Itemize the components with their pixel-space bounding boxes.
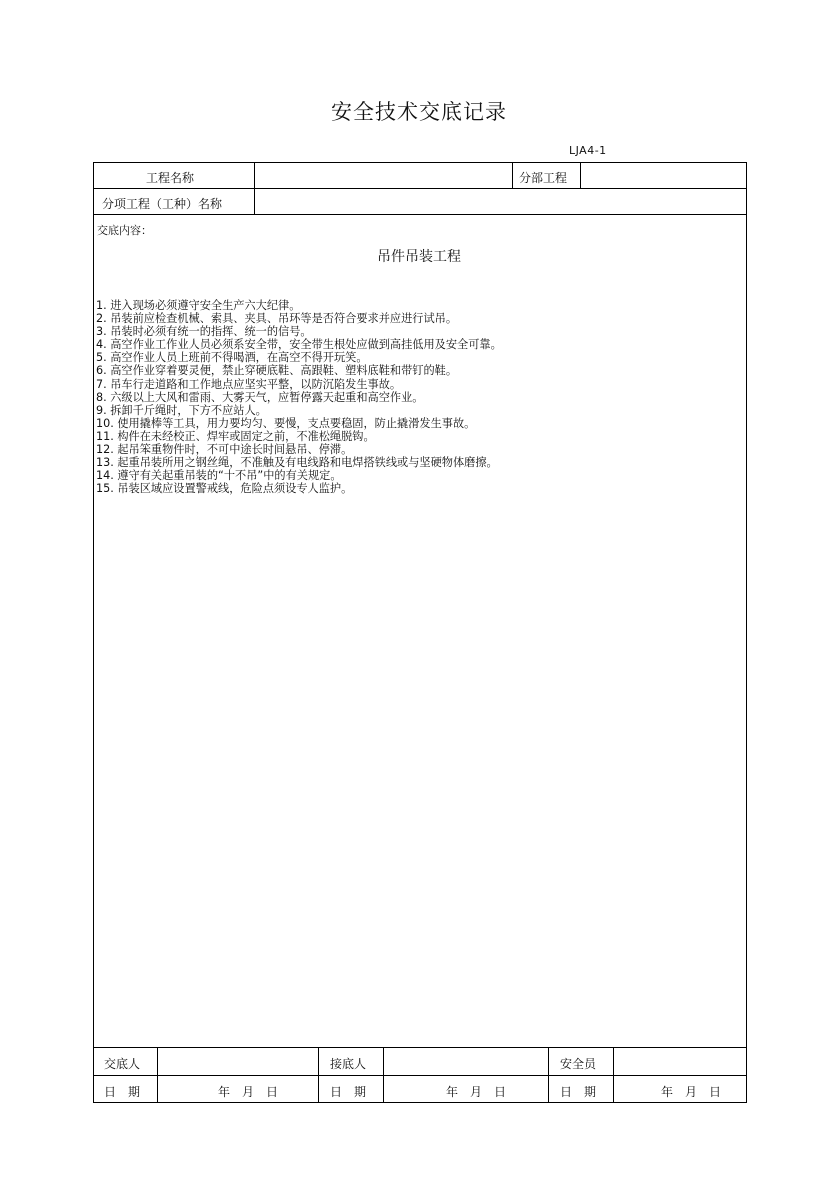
division-label: 分部工程 [519,171,568,185]
header-col-divider-1 [254,162,255,215]
form-code: LJA4-1 [569,144,607,157]
content-item: 6. 高空作业穿着要灵便，禁止穿硬底鞋、高跟鞋、塑料底鞋和带钉的鞋。 [96,364,458,378]
subitem-field[interactable] [260,195,740,209]
receiver-date-label: 日 期 [330,1085,367,1099]
safety-officer-date-label: 日 期 [560,1085,597,1099]
footer-col-divider-1 [157,1047,158,1103]
project-name-label: 工程名称 [146,171,195,185]
content-item: 15. 吊装区域应设置警戒线，危险点须设专人监护。 [96,482,353,496]
footer-col-divider-2 [318,1047,319,1103]
subitem-label: 分项工程（工种）名称 [102,197,223,211]
document-title: 安全技术交底记录 [331,100,507,124]
header-row-divider [93,188,747,189]
footer-top-divider [93,1047,747,1048]
content-item: 1. 进入现场必须遵守安全生产六大纪律。 [96,299,301,312]
content-item: 14. 遵守有关起重吊装的“十不吊”中的有关规定。 [96,469,342,483]
discloser-label: 交底人 [104,1057,141,1071]
header-col-divider-2 [512,162,513,188]
content-item: 10. 使用撬棒等工具，用力要均匀、要慢，支点要稳固，防止撬滑发生事故。 [96,416,476,430]
safety-officer-date-field[interactable]: 年 月 日 [661,1085,722,1099]
content-item: 12. 起吊笨重物件时，不可中途长时间悬吊、停滞。 [96,443,353,457]
content-item: 4. 高空作业工作业人员必须系安全带，安全带生根处应做到高挂低用及安全可靠。 [96,338,502,352]
content-item: 9. 拆卸千斤绳时，下方不应站人。 [96,403,267,417]
discloser-date-label: 日 期 [104,1085,141,1099]
discloser-date-field[interactable]: 年 月 日 [218,1085,279,1099]
safety-officer-label: 安全员 [560,1057,597,1071]
content-item: 3. 吊装时必须有统一的指挥、统一的信号。 [96,325,312,339]
content-subtitle: 吊件吊装工程 [377,249,461,265]
content-item: 13. 起重吊装所用之钢丝绳，不准触及有电线路和电焊搭铁线或与坚硬物体磨擦。 [96,456,498,470]
content-item: 2. 吊装前应检查机械、索具、夹具、吊环等是否符合要求并应进行试吊。 [96,312,458,326]
content-item: 7. 吊车行走道路和工作地点应坚实平整，以防沉陷发生事故。 [96,377,402,391]
safety-officer-field[interactable] [619,1053,741,1069]
footer-col-divider-4 [548,1047,549,1103]
header-col-divider-3 [580,162,581,188]
content-item: 5. 高空作业人员上班前不得喝酒，在高空不得开玩笑。 [96,351,368,365]
receiver-date-field[interactable]: 年 月 日 [446,1085,507,1099]
project-name-field[interactable] [260,169,508,183]
content-item: 8. 六级以上大风和雷雨、大雾天气，应暂停露天起重和高空作业。 [96,390,424,404]
discloser-field[interactable] [163,1053,313,1069]
content-label: 交底内容： [97,224,152,237]
footer-col-divider-3 [383,1047,384,1103]
header-bottom-divider [93,214,747,215]
receiver-label: 接底人 [330,1057,367,1071]
content-item: 11. 构件在未经校正、焊牢或固定之前，不准松绳脱钩。 [96,429,375,443]
division-field[interactable] [586,169,741,183]
footer-col-divider-5 [613,1047,614,1103]
receiver-field[interactable] [389,1053,543,1069]
content-items-list [96,299,502,495]
footer-row-divider [93,1075,747,1076]
